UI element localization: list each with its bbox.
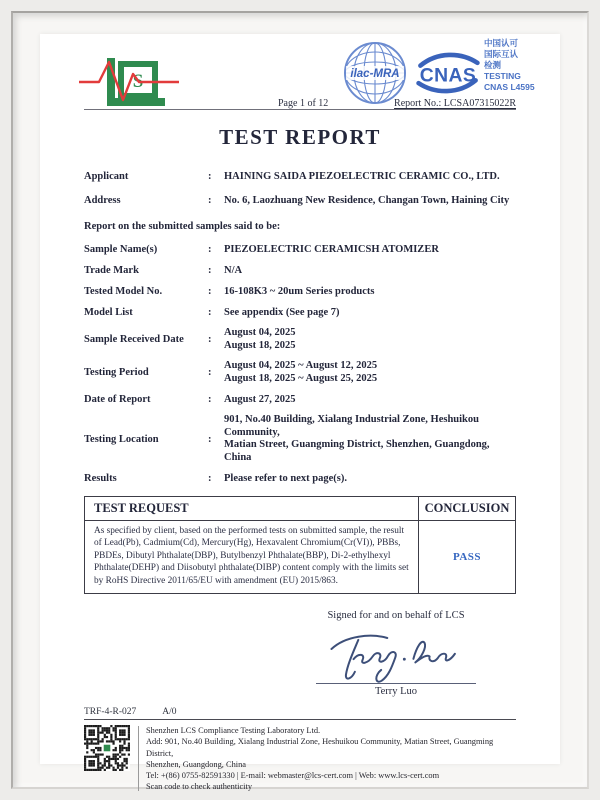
field-row-date-of-report: Date of Report : August 27, 2025 [84, 393, 516, 406]
report-paper [40, 34, 560, 792]
test-request-text: As specified by client, based on the performed tests on submitted sample, the result of Lead(Pb), Cadmium(Cd), Mercury(Hg), Hexavalent Chromium(Cr(VI)), PBBs, PBDEs, Dibutyl Phthalate(DBP), Butylbenzyl Phthalate(BBP), Di-2-ethylhexyl Phthalate(DEHP) and Diisobutyl phthalate(DIBP) content comply with the limits set by RoHS Directive 2011/65/EU with amendment (EU) 2015/863. [94, 526, 409, 586]
applicant-section [84, 170, 516, 207]
field-value: No. 6, Laozhuang New Residence, Changan Town, Haining City [224, 195, 510, 206]
svg-text:S: S [132, 71, 144, 92]
qr-code [84, 725, 132, 792]
lab-address-line1: Add: 901, No.40 Building, Xialang Industrial Zone, Heshuikou Community, Matian Street, Guangming District, [145, 737, 494, 758]
applicant-row: Applicant : HAINING SAIDA PIEZOELECTRIC CERAMIC CO., LTD. [84, 170, 516, 183]
field-row-results: Results : Please refer to next page(s). [84, 472, 516, 485]
field-value: August 04, 2025 August 18, 2025 [224, 327, 296, 351]
table-header-row [85, 497, 515, 521]
accreditation-line: CNAS L4595 [484, 81, 535, 92]
field-label: Results [84, 473, 117, 484]
field-value: N/A [224, 265, 243, 276]
field-row-tested-model: Tested Model No. : 16-108K3 ~ 20um Series products [84, 285, 516, 298]
lab-contact-line: Tel: +(86) 0755-82591330 | E-mail: webmaster@lcs-cert.com | Web: www.lcs-cert.com [145, 770, 440, 780]
field-label: Testing Location [84, 433, 159, 445]
field-row-model-list: Model List : See appendix (See page 7) [84, 306, 516, 319]
report-content [40, 34, 560, 792]
table-body-row [85, 521, 515, 593]
field-label: Sample Name(s) [84, 244, 158, 255]
lab-address-line2: Shenzhen, Guangdong, China [145, 759, 247, 769]
svg-text:CNAS: CNAS [419, 65, 477, 87]
address-row: Address : No. 6, Laozhuang New Residence, Changan Town, Haining City [84, 194, 516, 207]
accreditation-line: 国际互认 [484, 48, 519, 59]
field-value: PIEZOELECTRIC CERAMICSH ATOMIZER [224, 244, 439, 255]
footer [84, 725, 516, 792]
form-number: TRF-4-R-027 [84, 707, 137, 718]
accreditation-text-block [484, 38, 548, 92]
field-label: Applicant [84, 171, 129, 182]
accreditation-line: 中国认可 [484, 38, 519, 48]
test-request-header: TEST REQUEST [94, 501, 189, 515]
form-revision: A/0 [162, 707, 177, 718]
field-row-sample-name: Sample Name(s) : PIEZOELECTRIC CERAMICSH ATOMIZER [84, 243, 516, 256]
field-value: HAINING SAIDA PIEZOELECTRIC CERAMIC CO., LTD. [224, 171, 500, 182]
qr-scan-note: Scan code to check authenticity [145, 782, 253, 792]
cnas-logo-icon [412, 50, 484, 101]
form-number-row [84, 707, 516, 720]
footer-divider [138, 726, 139, 791]
signature-handwriting-icon [310, 622, 482, 686]
page-title: TEST REPORT [219, 125, 381, 149]
samples-intro-line: Report on the submitted samples said to be: [84, 221, 281, 232]
conclusion-header: CONCLUSION [418, 497, 515, 520]
field-row-testing-period: Testing Period : August 04, 2025 ~ August 12, 2025 August 18, 2025 ~ August 25, 2025 [84, 360, 516, 385]
field-value: 16-108K3 ~ 20um Series products [224, 286, 375, 297]
field-row-sample-received-date: Sample Received Date : August 04, 2025 August 18, 2025 [84, 327, 516, 352]
conclusion-pass-badge: PASS [452, 551, 482, 564]
page-number-label: Page 1 of 12 [278, 98, 329, 109]
signer-name: Terry Luo [316, 683, 476, 697]
field-value: 901, No.40 Building, Xialang Industrial Zone, Heshuikou Community, Matian Street, Guangming District, Shenzhen, Guangdong, China [224, 414, 490, 463]
field-label: Address [84, 195, 121, 206]
field-value: August 04, 2025 ~ August 12, 2025 August 18, 2025 ~ August 25, 2025 [224, 360, 378, 384]
lab-contact-block [146, 725, 516, 792]
signature-block [278, 610, 514, 697]
field-label: Trade Mark [84, 265, 139, 276]
field-value: Please refer to next page(s). [224, 473, 347, 484]
report-header [84, 34, 535, 110]
sample-fields [84, 243, 516, 485]
field-label: Model List [84, 307, 133, 318]
field-label: Date of Report [84, 394, 151, 405]
signed-for-label: Signed for and on behalf of LCS [327, 610, 465, 622]
field-row-trade-mark: Trade Mark : N/A [84, 264, 516, 277]
field-label: Tested Model No. [84, 286, 163, 297]
svg-text:ilac-MRA: ilac-MRA [350, 68, 400, 80]
lab-company-name: Shenzhen LCS Compliance Testing Laboratory Ltd. [145, 726, 321, 736]
field-row-testing-location: Testing Location : 901, No.40 Building, Xialang Industrial Zone, Heshuikou Community, Matian Street, Guangming District, Shenzhen, Guangdong, China [84, 414, 516, 464]
field-label: Testing Period [84, 367, 149, 378]
accreditation-line: 检测 [484, 59, 502, 70]
field-label: Sample Received Date [84, 334, 184, 345]
test-request-table [84, 496, 516, 594]
accreditation-line: TESTING [484, 70, 521, 81]
field-value: See appendix (See page 7) [224, 307, 340, 318]
report-number: Report No.: LCSA07315022R [394, 98, 516, 109]
lcs-logo-icon [77, 54, 181, 115]
field-value: August 27, 2025 [224, 394, 296, 405]
